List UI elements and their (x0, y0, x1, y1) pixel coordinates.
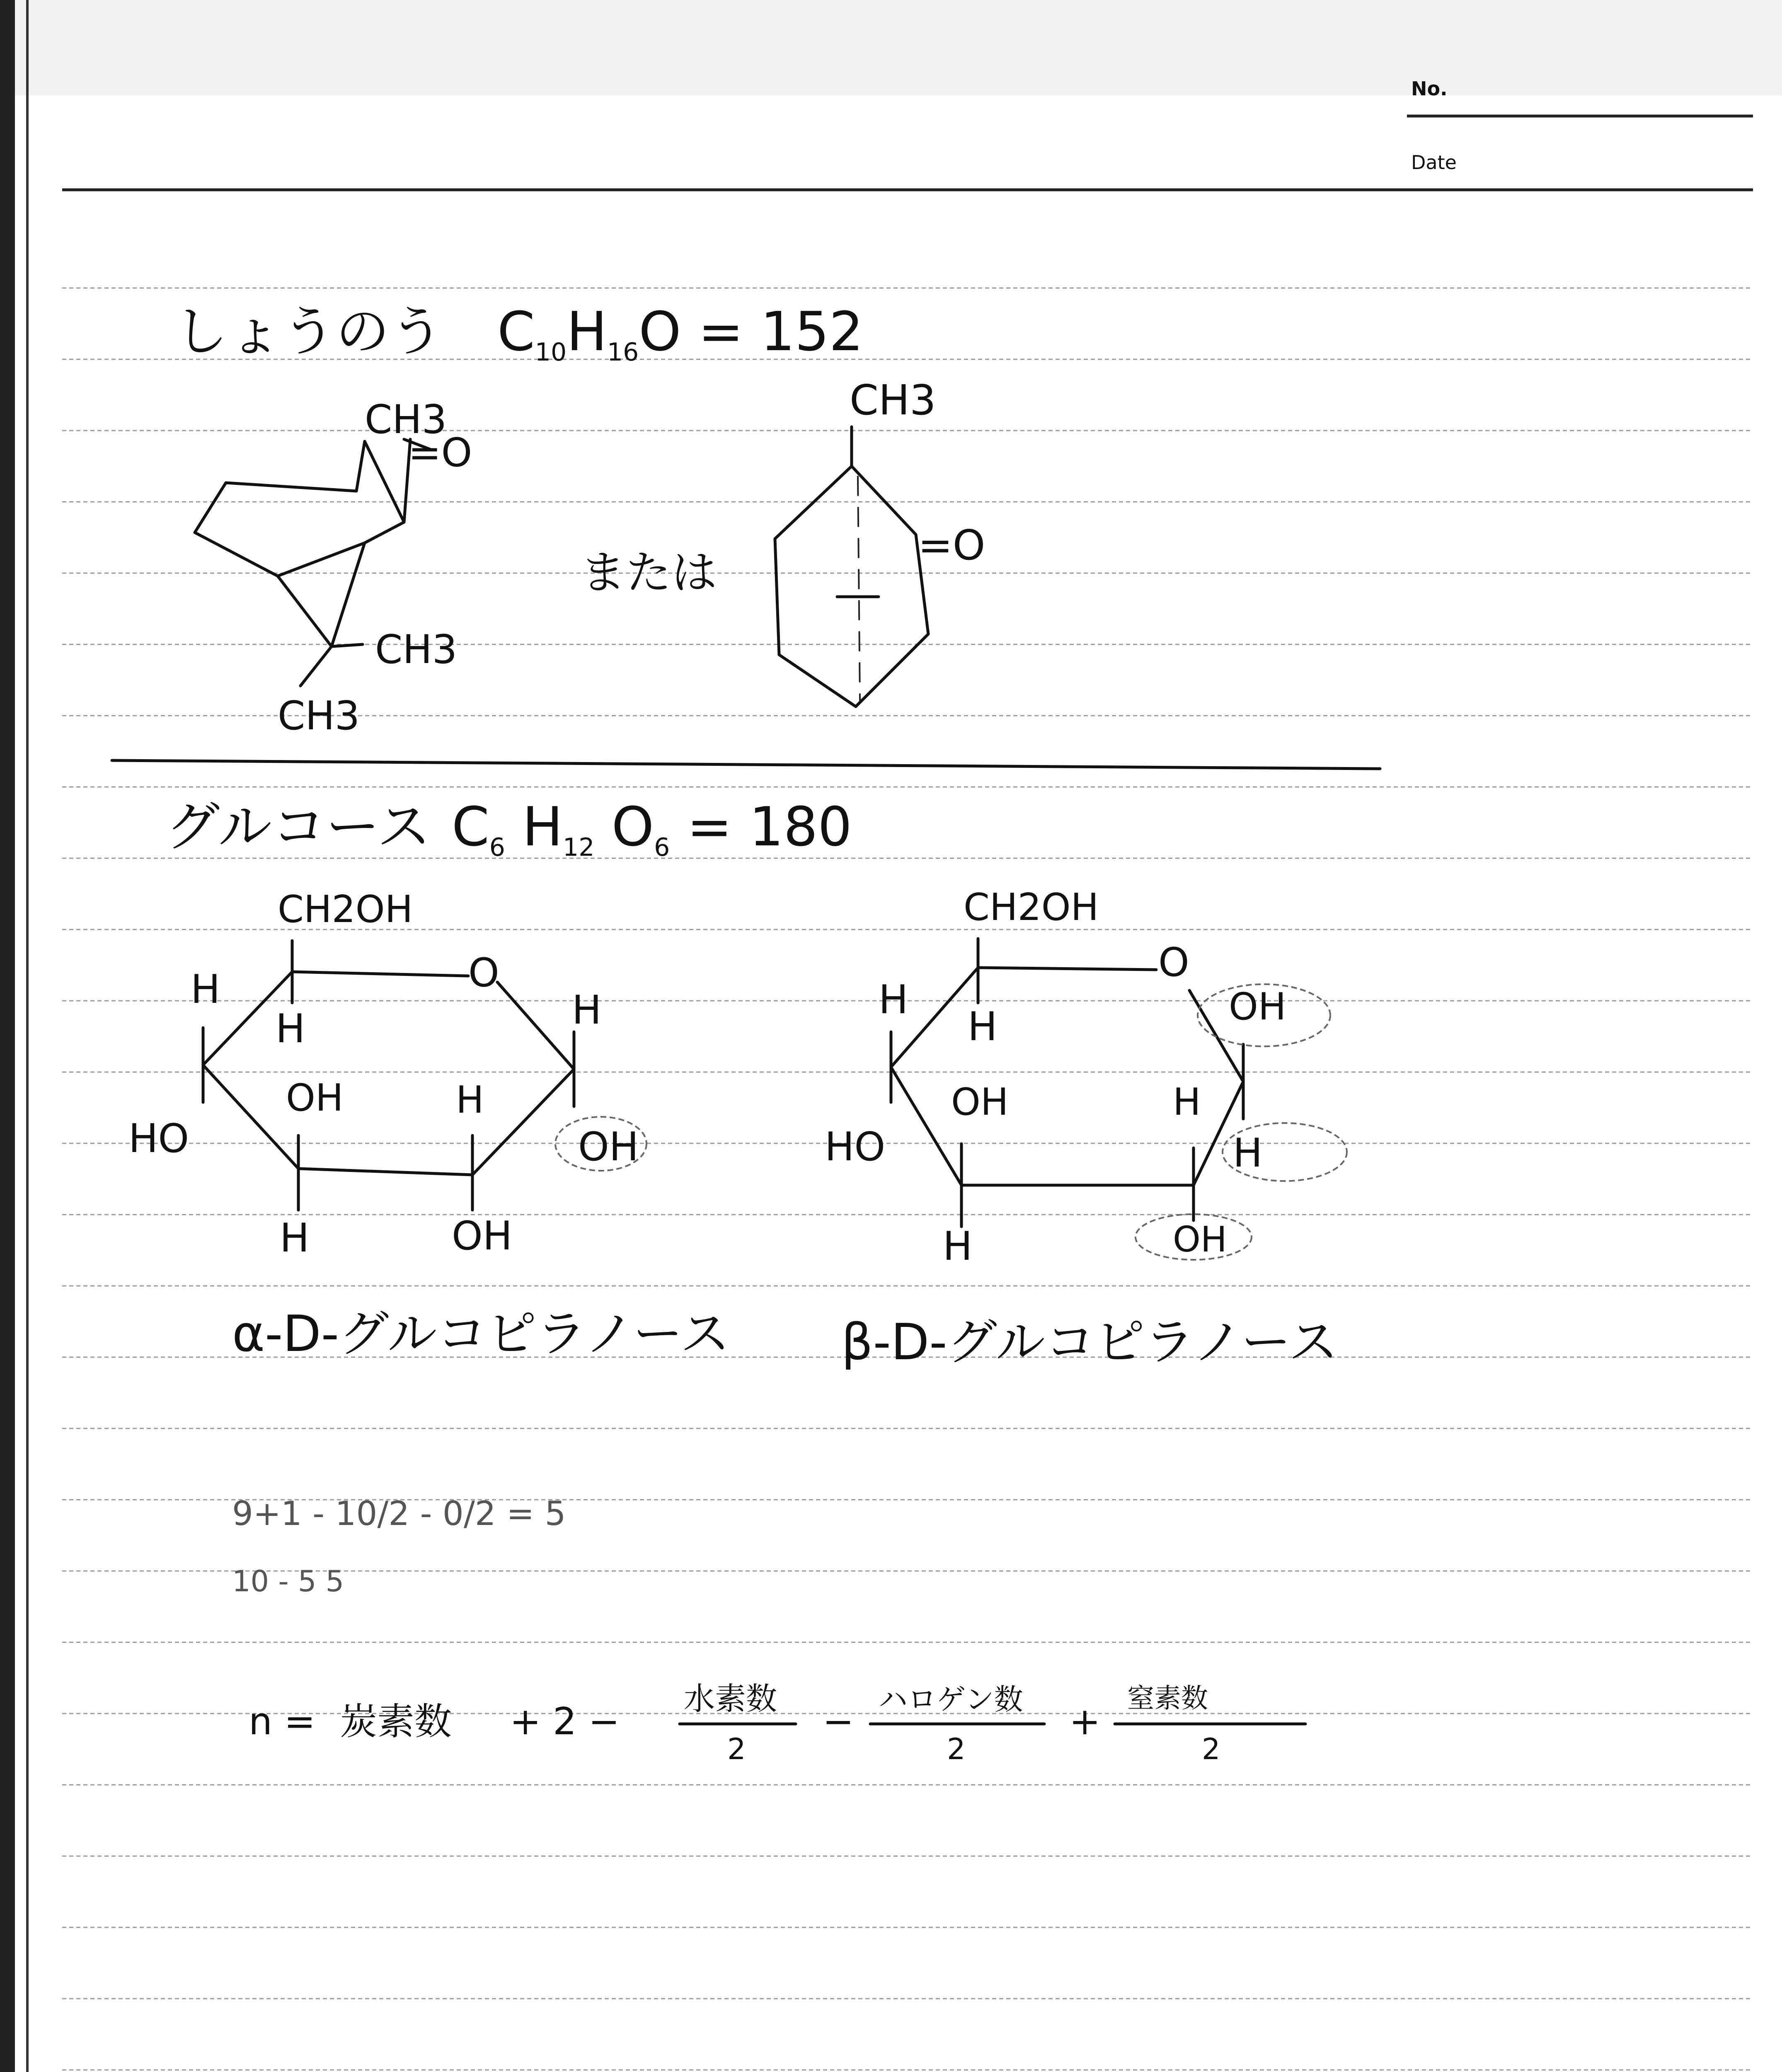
camphor-name: しょうのう (174, 300, 444, 363)
formula-den-n: 2 (1202, 1732, 1220, 1766)
formula-nitrogen: 窒素数 (1127, 1683, 1208, 1714)
alpha-h-c2: H (456, 1078, 484, 1122)
ch3-right: CH3 (375, 627, 458, 673)
beta-caption: β-D-グルコピラノース (841, 1314, 1338, 1371)
beta-oh-c1: OH (1229, 985, 1286, 1029)
formula-c: C (497, 300, 535, 363)
beta-h-c2: H (1173, 1080, 1201, 1124)
alpha-oh-c2: OH (452, 1213, 513, 1259)
alpha-ho-c4: HO (128, 1116, 189, 1162)
oxo-hex: =O (918, 521, 985, 569)
glucose-name: グルコース (166, 795, 431, 858)
formula-c-sub: 10 (535, 338, 567, 367)
alpha-oh-c3: OH (286, 1076, 344, 1120)
formula-den-h: 2 (727, 1732, 746, 1766)
formula-plus: + (1069, 1700, 1101, 1743)
ch3-bottom: CH3 (278, 693, 360, 739)
beta-oh-c2: OH (1173, 1219, 1227, 1260)
formula-plus2: + 2 − (510, 1700, 620, 1743)
ch3-top: CH3 (365, 397, 447, 443)
beta-h-c3: H (943, 1224, 973, 1269)
glucose-formula: C6 H12 O6 = 180 (452, 795, 852, 862)
scan-noise-top (0, 0, 1782, 95)
formula-h: H (567, 300, 607, 363)
alpha-h-c4: H (191, 967, 220, 1012)
ch3-hex: CH3 (850, 376, 936, 424)
beta-ring-o: O (1158, 940, 1189, 985)
beta-h-c5: H (968, 1004, 998, 1050)
formula-halogen: ハロゲン数 (879, 1682, 1023, 1716)
alpha-oh-c1: OH (578, 1124, 639, 1170)
formula-den-x: 2 (947, 1732, 966, 1766)
alpha-h-c1: H (572, 988, 602, 1033)
or-text: または (580, 546, 717, 599)
formula-h-sub: 16 (607, 338, 639, 367)
alpha-ch2oh: CH2OH (278, 888, 413, 931)
beta-h-c1: H (1233, 1130, 1263, 1176)
beta-ho-c4: HO (825, 1124, 886, 1170)
alpha-h-c3: H (280, 1215, 310, 1261)
beta-h-c4: H (879, 977, 908, 1023)
alpha-h-c5: H (276, 1006, 305, 1052)
oxo-left: =O (408, 430, 472, 476)
formula-lhs: n = (249, 1700, 316, 1743)
calc-line1: 9+1 - 10/2 - 0/2 = 5 (232, 1494, 566, 1533)
formula-carbon: 炭素数 (340, 1700, 452, 1743)
calc-line2: 10 - 5 5 (232, 1564, 344, 1598)
alpha-caption: α-D-グルコピラノース (232, 1305, 730, 1363)
formula-rest: O = 152 (639, 300, 864, 363)
binding-edge (0, 0, 15, 2072)
beta-oh-c3: OH (951, 1080, 1009, 1124)
date-label: Date (1411, 151, 1457, 174)
no-label: No. (1411, 77, 1448, 100)
formula-hydrogen: 水素数 (684, 1680, 777, 1717)
beta-ch2oh: CH2OH (964, 886, 1099, 929)
alpha-ring-o: O (468, 950, 499, 996)
formula-minus: − (823, 1700, 854, 1743)
